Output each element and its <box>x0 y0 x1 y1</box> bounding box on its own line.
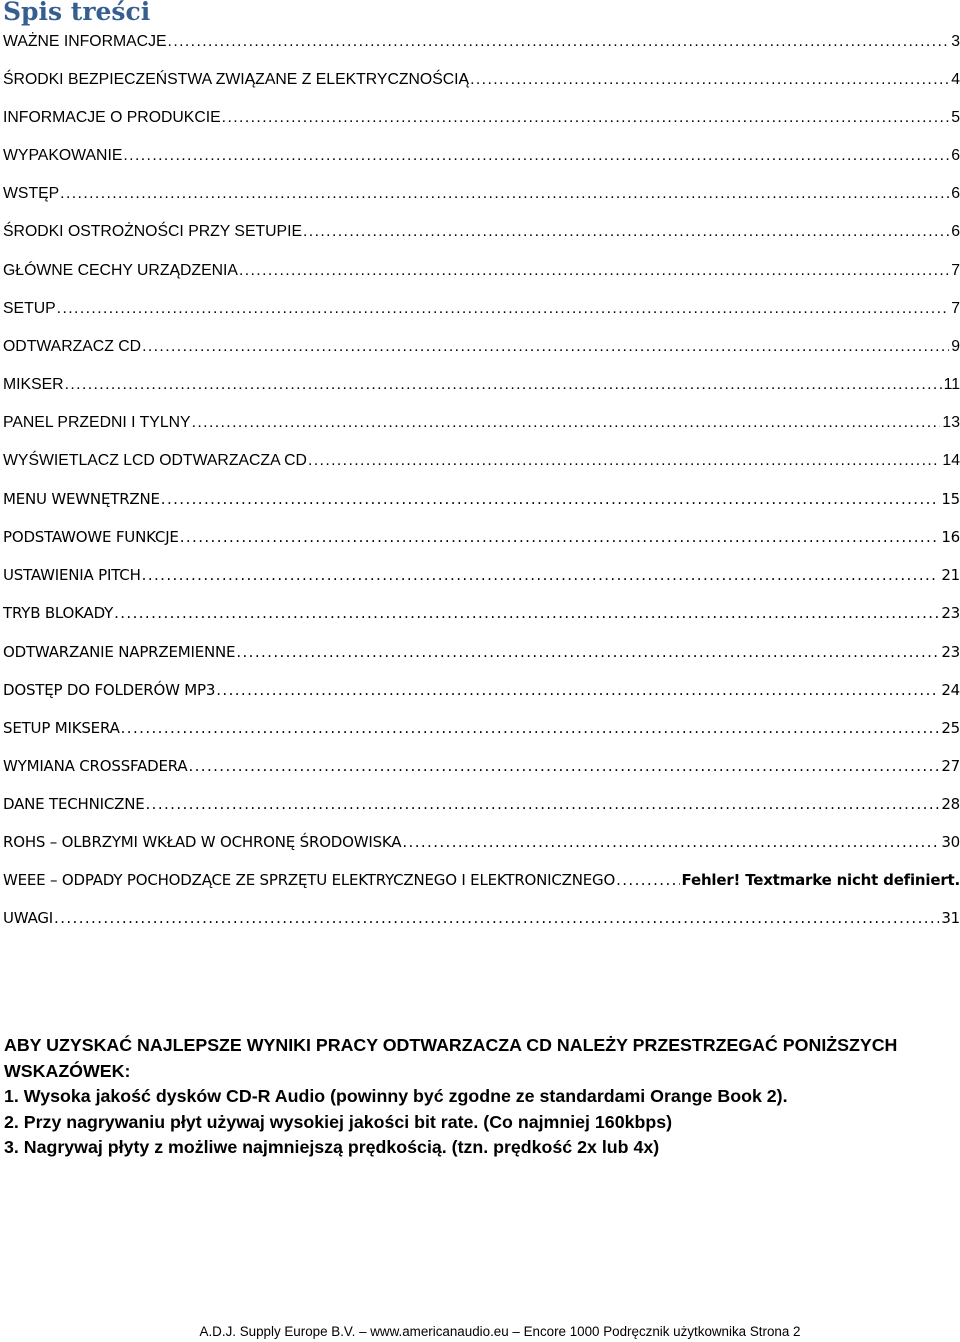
toc-entry[interactable] <box>3 447 960 485</box>
toc-entry[interactable] <box>3 333 960 371</box>
toc-entry[interactable] <box>3 257 960 295</box>
toc-entry-label: WYPAKOWANIE <box>3 147 123 165</box>
toc-entry[interactable] <box>3 295 960 333</box>
toc-entry-page: 23 <box>941 642 960 661</box>
toc-entry-page: 4 <box>951 71 960 89</box>
toc-entry-page: 7 <box>951 261 960 279</box>
toc-entry[interactable] <box>3 561 960 599</box>
toc-entry-label: UWAGI <box>3 909 54 928</box>
toc-dot-leader <box>114 599 939 627</box>
toc-entry-label: WYŚWIETLACZ LCD ODTWARZACZA CD <box>3 452 307 470</box>
toc-entry-label: PODSTAWOWE FUNKCJE <box>3 528 179 547</box>
toc-dot-leader <box>142 333 949 361</box>
toc-dot-leader <box>188 752 939 780</box>
toc-dot-leader <box>402 828 939 856</box>
notice-item-1: 1. Wysoka jakość dysków CD-R Audio (powinny być zgodne ze standardami Orange Book 2). <box>4 1086 788 1107</box>
toc-entry-page: 6 <box>951 223 960 241</box>
notice-item-2: 2. Przy nagrywaniu płyt używaj wysokiej jakości bit rate. (Co najmniej 160kbps) <box>4 1111 673 1132</box>
toc-entry-label: SETUP <box>3 299 56 317</box>
toc-entry[interactable] <box>3 752 960 790</box>
toc-entry-page: 21 <box>941 566 960 585</box>
toc-entry[interactable] <box>3 104 960 142</box>
toc-dot-leader <box>303 218 949 246</box>
toc-entry-page: 24 <box>941 680 960 699</box>
toc-dot-leader <box>192 409 941 437</box>
toc-entry[interactable] <box>3 790 960 828</box>
toc-entry[interactable] <box>3 180 960 218</box>
toc-entry-label: DANE TECHNICZNE <box>3 794 145 813</box>
toc-entry-label: MIKSER <box>3 375 64 393</box>
toc-entry-label: TRYB BLOKADY <box>3 604 114 623</box>
toc-entry-page: 30 <box>941 832 960 851</box>
toc-entry[interactable] <box>3 638 960 676</box>
toc-dot-leader <box>57 295 950 323</box>
toc-dot-leader <box>168 28 950 56</box>
toc-entry[interactable] <box>3 218 960 256</box>
toc-entry[interactable] <box>3 142 960 180</box>
toc-entry-page: Fehler! Textmarke nicht definiert. <box>681 871 960 890</box>
toc-entry-page: 15 <box>941 490 960 509</box>
toc-entry[interactable] <box>3 866 960 904</box>
toc-entry-page: 6 <box>951 185 960 203</box>
toc-entry[interactable] <box>3 371 960 409</box>
toc-dot-leader <box>180 523 940 551</box>
toc-dot-leader <box>216 676 939 704</box>
toc-dot-leader <box>65 371 942 399</box>
toc-entry-label: MENU WEWNĘTRZNE <box>3 490 160 509</box>
toc-entry-page: 7 <box>951 299 960 317</box>
toc-entry-page: 5 <box>951 109 960 127</box>
toc-entry-label: SETUP MIKSERA <box>3 718 120 737</box>
toc-entry[interactable] <box>3 409 960 447</box>
toc-entry[interactable] <box>3 485 960 523</box>
toc-entry-label: ŚRODKI OSTROŻNOŚCI PRZY SETUPIE <box>3 223 303 241</box>
recording-tips-notice <box>4 1033 944 1161</box>
toc-dot-leader <box>161 485 940 513</box>
toc-dot-leader <box>121 714 940 742</box>
toc-dot-leader <box>123 142 949 170</box>
toc-entry-page: 23 <box>941 604 960 623</box>
toc-entry[interactable] <box>3 714 960 752</box>
toc-entry-label: WSTĘP <box>3 185 60 203</box>
toc-entry[interactable] <box>3 904 960 942</box>
toc-entry-page: 3 <box>951 33 960 50</box>
toc-dot-leader <box>146 790 940 818</box>
toc-entry-page: 11 <box>943 375 960 393</box>
toc-entry-label: ROHS – OLBRZYMI WKŁAD W OCHRONĘ ŚRODOWISKA <box>3 832 402 851</box>
toc-dot-leader <box>54 904 939 932</box>
toc-entry[interactable] <box>3 523 960 561</box>
toc-entry[interactable] <box>3 66 960 104</box>
toc-entry-label: USTAWIENIA PITCH <box>3 566 141 585</box>
toc-list <box>3 28 960 942</box>
toc-title: Spis treści <box>3 0 151 26</box>
toc-entry-page: 13 <box>942 413 960 431</box>
toc-entry-label: ODTWARZANIE NAPRZEMIENNE <box>3 642 236 661</box>
toc-entry-page: 6 <box>951 147 960 165</box>
toc-dot-leader <box>470 66 949 94</box>
page-footer: A.D.J. Supply Europe B.V. – www.americanaudio.eu – Encore 1000 Podręcznik użytkownika Strona 2 <box>199 1324 801 1339</box>
toc-entry[interactable] <box>3 828 960 866</box>
toc-entry[interactable] <box>3 676 960 714</box>
toc-entry-label: DOSTĘP DO FOLDERÓW MP3 <box>3 680 216 699</box>
toc-entry[interactable] <box>3 28 960 66</box>
toc-entry-label: WYMIANA CROSSFADERA <box>3 756 188 775</box>
toc-entry-page: 28 <box>941 794 960 813</box>
toc-entry-label: ODTWARZACZ CD <box>3 337 142 355</box>
notice-item-3: 3. Nagrywaj płyty z możliwe najmniejszą prędkością. (tzn. prędkość 2x lub 4x) <box>4 1137 660 1158</box>
toc-dot-leader <box>222 104 950 132</box>
toc-entry[interactable] <box>3 599 960 637</box>
toc-entry-page: 14 <box>942 452 960 470</box>
toc-entry-page: 9 <box>951 337 960 355</box>
toc-entry-label: WAŻNE INFORMACJE <box>3 33 167 50</box>
toc-entry-page: 16 <box>941 528 960 547</box>
toc-entry-label: PANEL PRZEDNI I TYLNY <box>3 413 191 431</box>
toc-entry-label: INFORMACJE O PRODUKCIE <box>3 109 221 127</box>
toc-dot-leader <box>142 561 940 589</box>
toc-entry-page: 31 <box>941 909 960 928</box>
toc-dot-leader <box>236 638 939 666</box>
toc-dot-leader <box>616 866 679 894</box>
toc-entry-page: 27 <box>941 756 960 775</box>
toc-dot-leader <box>239 257 949 285</box>
toc-entry-page: 25 <box>941 718 960 737</box>
toc-dot-leader <box>308 447 940 475</box>
toc-dot-leader <box>60 180 949 208</box>
toc-entry-label: WEEE – ODPADY POCHODZĄCE ZE SPRZĘTU ELEKTRYCZNEGO I ELEKTRONICZNEGO <box>3 871 616 890</box>
toc-entry-label: GŁÓWNE CECHY URZĄDZENIA <box>3 261 238 279</box>
notice-heading: ABY UZYSKAĆ NAJLEPSZE WYNIKI PRACY ODTWARZACZA CD NALEŻY PRZESTRZEGAĆ PONIŻSZYCH WSKAZÓWEK: <box>4 1035 898 1081</box>
toc-entry-label: ŚRODKI BEZPIECZEŃSTWA ZWIĄZANE Z ELEKTRYCZNOŚCIĄ <box>3 71 470 89</box>
